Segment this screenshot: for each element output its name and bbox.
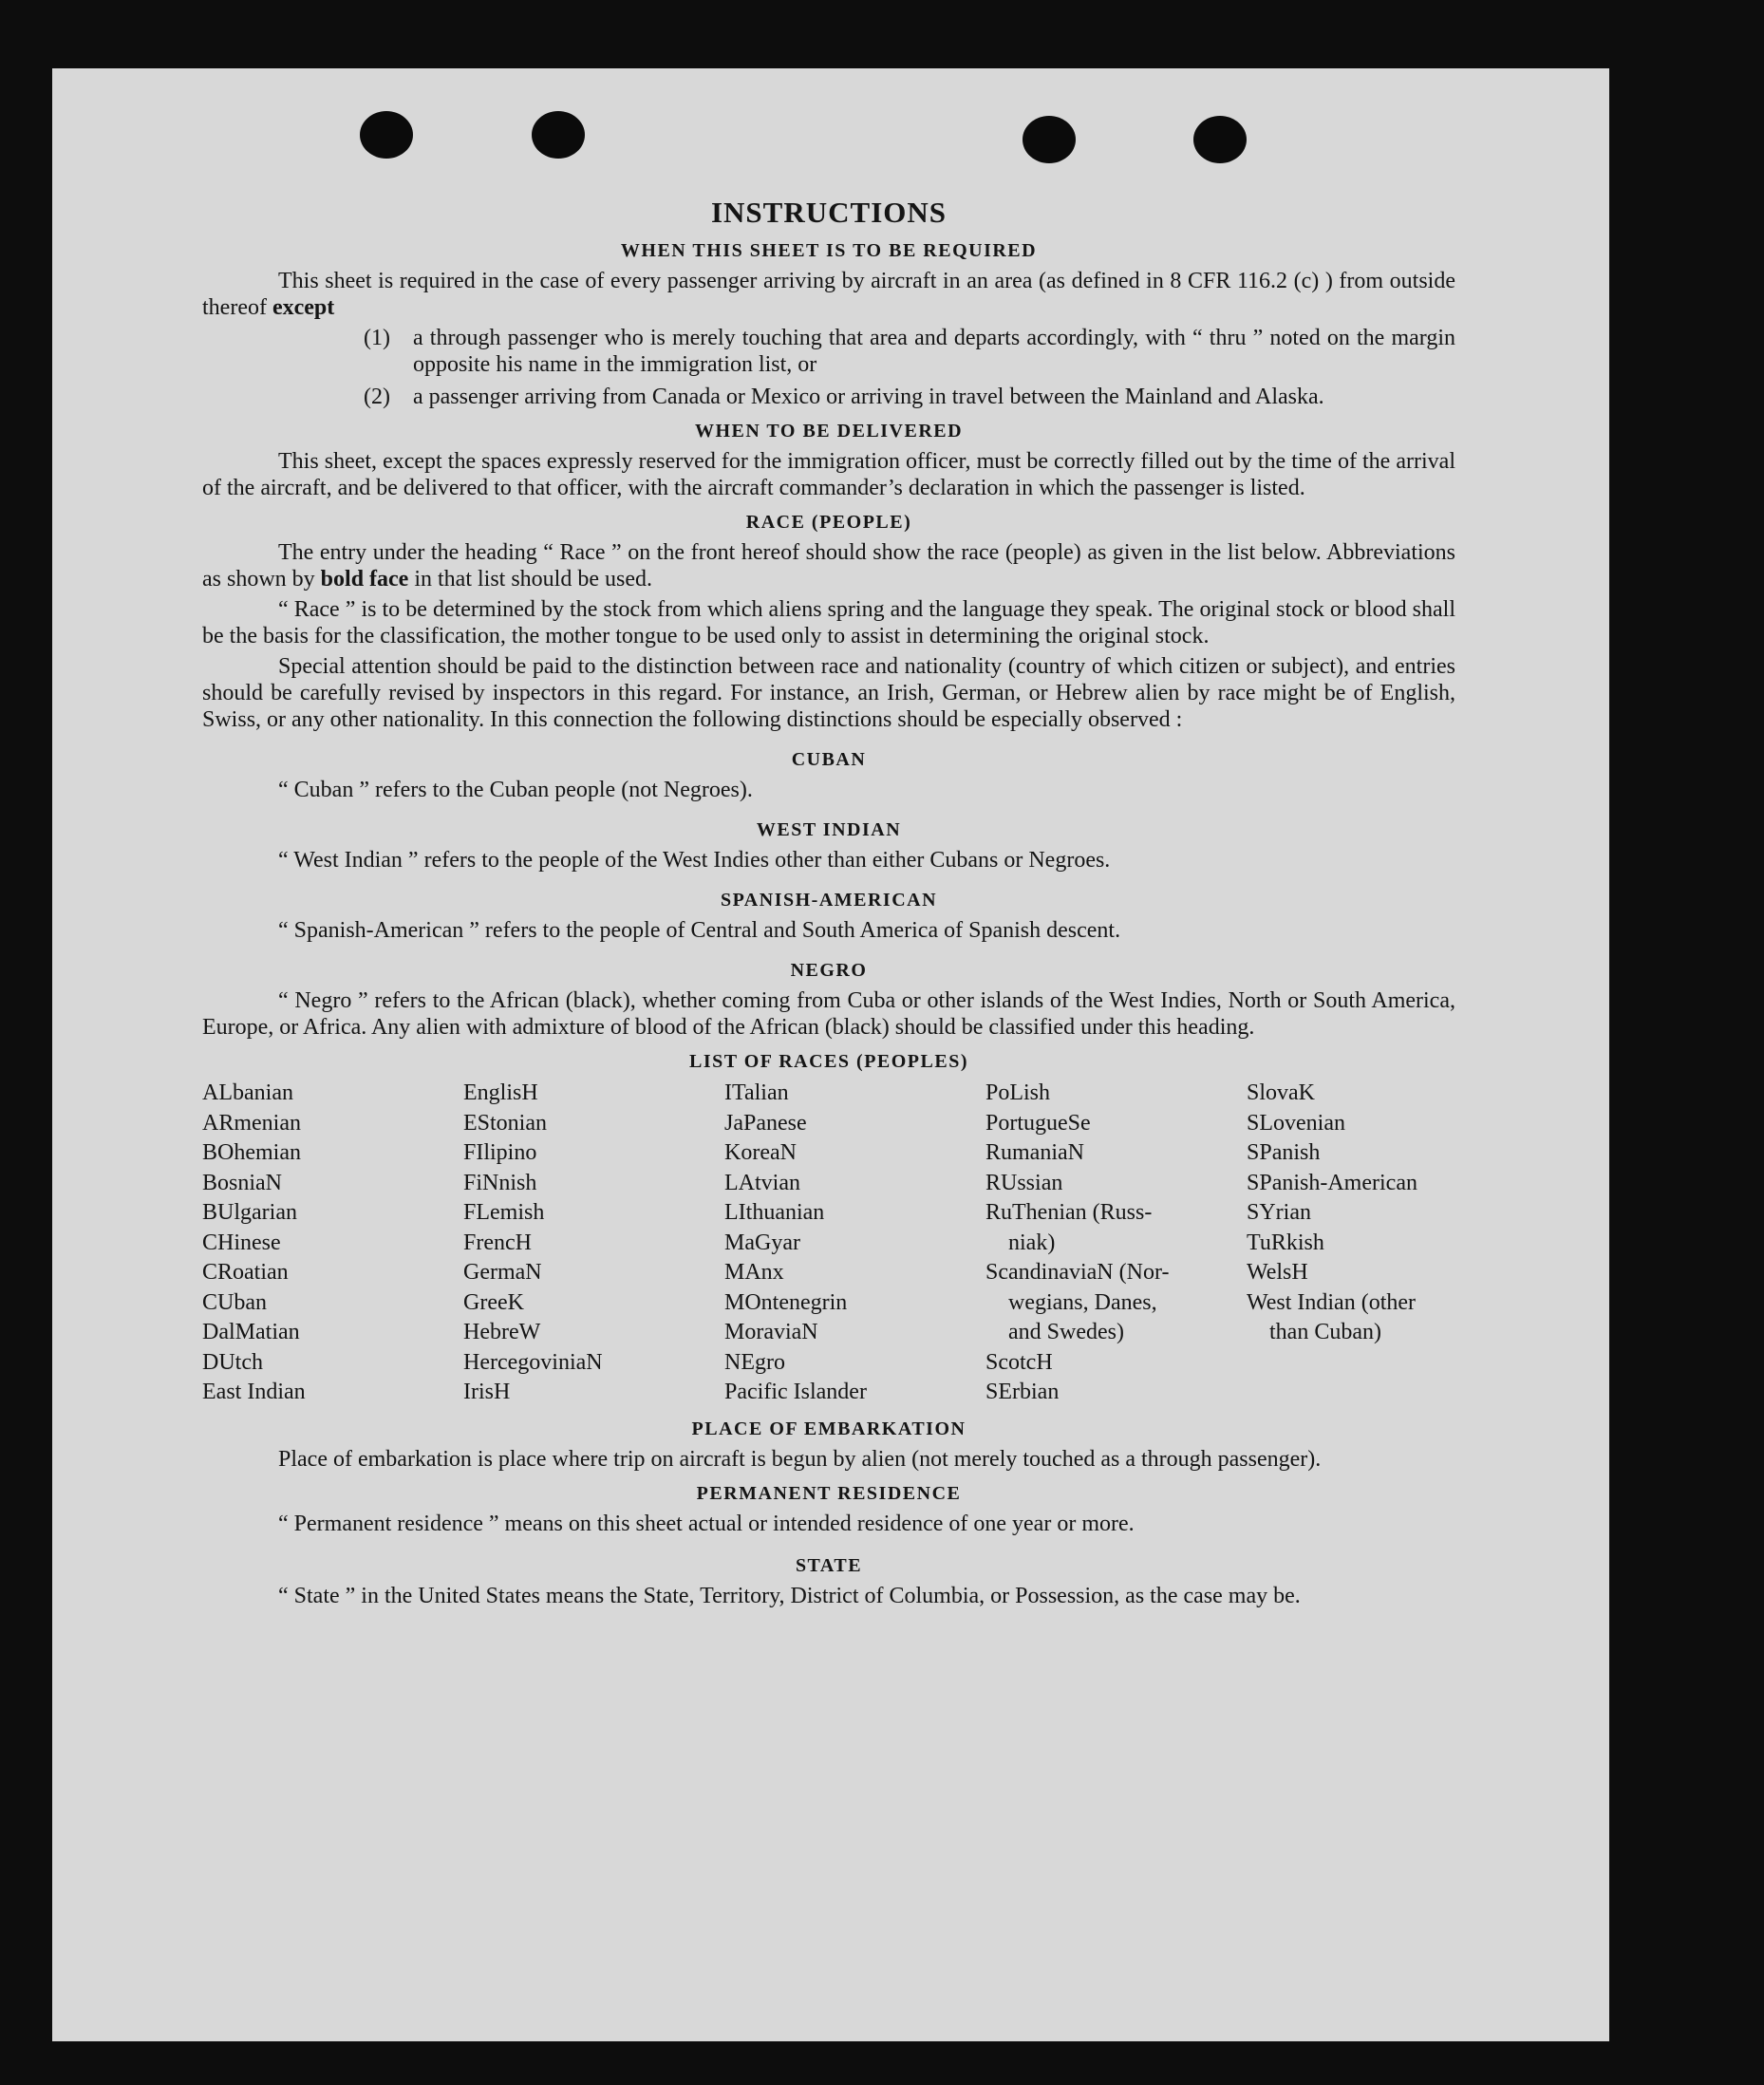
- race-paragraph-1: [202, 539, 1455, 592]
- race-entry: BosniaN: [202, 1170, 282, 1195]
- race-entry: ITalian: [724, 1080, 789, 1105]
- race-entry: EStonian: [463, 1110, 547, 1136]
- races-column-1: [202, 1079, 463, 1408]
- item-number: (1): [364, 326, 390, 350]
- race-entry: SYrian: [1247, 1200, 1311, 1225]
- item-text: a passenger arriving from Canada or Mexico or arriving in travel between the Mainland and Alaska.: [413, 385, 1324, 409]
- section-heading-spanish-american: SPANISH-AMERICAN: [720, 890, 938, 911]
- punch-hole: [1023, 116, 1076, 163]
- negro-text: “ Negro ” refers to the African (black), whether coming from Cuba or other islands of the West Indies, North or South America, Europe, or Africa. Any alien with admixture of blood of the African (black) should be classified under this heading.: [202, 988, 1455, 1040]
- section-heading-negro: NEGRO: [790, 960, 868, 981]
- section-heading-state: STATE: [795, 1554, 863, 1576]
- race-entry: PortugueSe: [985, 1110, 1091, 1136]
- race-entry: CRoatian: [202, 1260, 289, 1285]
- instructions-content: [202, 196, 1455, 1613]
- race-entry: RuThenian (Russ-: [985, 1200, 1153, 1225]
- race-entry: JaPanese: [724, 1110, 807, 1136]
- race-entry: KoreaN: [724, 1140, 797, 1165]
- required-intro-text: This sheet is required in the case of every passenger arriving by aircraft in an area (as defined in 8 CFR 116.2 (c) ) from outside thereof: [202, 269, 1455, 320]
- race-paragraph-3: Special attention should be paid to the distinction between race and nationality (country of which citizen or subject), and entries should be carefully revised by inspectors in this regard. For instance, an Irish, German, or Hebrew alien by race might be of English, Swiss, or any other nationality. In this connection the following distinctions should be especially observed :: [202, 654, 1455, 732]
- race-entry: FLemish: [463, 1200, 545, 1225]
- race-entry: LIthuanian: [724, 1200, 825, 1225]
- race-entry: ARmenian: [202, 1110, 301, 1136]
- race-entry: CUban: [202, 1289, 267, 1315]
- race-p1-bold: bold face: [320, 567, 409, 592]
- document-page: [52, 68, 1609, 2041]
- cuban-text: “ Cuban ” refers to the Cuban people (not Negroes).: [278, 778, 753, 802]
- section-heading-delivered: WHEN TO BE DELIVERED: [694, 421, 964, 441]
- races-list: [202, 1079, 1455, 1408]
- item-text: a through passenger who is merely touching that area and departs accordingly, with “ thru ” noted on the margin opposite his name in the immigration list, or: [413, 326, 1455, 377]
- race-entry-continued: than Cuban): [1269, 1320, 1381, 1344]
- residence-text: “ Permanent residence ” means on this sheet actual or intended residence of one year or more.: [278, 1511, 1135, 1536]
- punch-hole: [532, 111, 585, 159]
- race-entry: HercegoviniaN: [463, 1349, 603, 1375]
- race-entry: SPanish-American: [1247, 1170, 1417, 1195]
- race-entry: LAtvian: [724, 1170, 800, 1195]
- race-entry: ALbanian: [202, 1080, 293, 1105]
- section-heading-race: RACE (PEOPLE): [745, 512, 912, 533]
- item-number: (2): [364, 385, 390, 409]
- race-entry: DUtch: [202, 1349, 263, 1375]
- embarkation-text: Place of embarkation is place where trip on aircraft is begun by alien (not merely touched as a through passenger).: [278, 1446, 1322, 1472]
- required-intro-bold: except: [272, 295, 335, 320]
- race-entry: DalMatian: [202, 1320, 300, 1344]
- races-column-2: [463, 1079, 724, 1408]
- race-entry: East Indian: [202, 1380, 306, 1404]
- state-text: “ State ” in the United States means the State, Territory, District of Columbia, or Possession, as the case may be.: [278, 1583, 1301, 1608]
- race-entry: BOhemian: [202, 1140, 301, 1165]
- race-entry: EnglisH: [463, 1080, 538, 1105]
- race-entry-continued: and Swedes): [1008, 1320, 1124, 1344]
- list-item: [364, 325, 1455, 378]
- race-entry: FrencH: [463, 1230, 532, 1255]
- race-entry: ScandinaviaN (Nor-: [985, 1260, 1170, 1285]
- race-entry: PoLish: [985, 1080, 1051, 1105]
- west-indian-text: “ West Indian ” refers to the people of the West Indies other than either Cubans or Negroes.: [278, 848, 1111, 873]
- race-entry: Pacific Islander: [724, 1380, 867, 1404]
- race-entry: West Indian (other: [1247, 1289, 1417, 1315]
- races-column-5: [1247, 1079, 1465, 1408]
- race-entry: WelsH: [1247, 1260, 1308, 1285]
- list-item: [364, 384, 1455, 410]
- race-entry: MAnx: [724, 1260, 784, 1285]
- document-title: INSTRUCTIONS: [710, 196, 947, 229]
- race-entry: SLovenian: [1247, 1110, 1345, 1136]
- races-column-4: [985, 1079, 1247, 1408]
- punch-hole: [360, 111, 413, 159]
- race-entry: CHinese: [202, 1230, 281, 1255]
- race-entry: BUlgarian: [202, 1200, 297, 1225]
- section-heading-cuban: CUBAN: [791, 749, 867, 770]
- race-entry: MOntenegrin: [724, 1289, 848, 1315]
- punch-hole: [1193, 116, 1247, 163]
- spanish-american-text: “ Spanish-American ” refers to the people of Central and South America of Spanish descent.: [278, 918, 1121, 943]
- race-entry: SErbian: [985, 1380, 1060, 1404]
- race-entry: MoraviaN: [724, 1320, 818, 1344]
- race-entry: SPanish: [1247, 1140, 1321, 1165]
- race-entry-continued: wegians, Danes,: [1008, 1289, 1157, 1315]
- race-entry: RUssian: [985, 1170, 1063, 1195]
- race-entry: NEgro: [724, 1349, 785, 1375]
- race-entry: FiNnish: [463, 1170, 537, 1195]
- race-entry: TuRkish: [1247, 1230, 1324, 1255]
- race-entry: GermaN: [463, 1260, 542, 1285]
- section-heading-west-indian: WEST INDIAN: [756, 819, 902, 840]
- race-p1-after: in that list should be used.: [414, 567, 652, 592]
- race-entry: MaGyar: [724, 1230, 800, 1255]
- race-entry: GreeK: [463, 1289, 524, 1315]
- race-entry: SlovaK: [1247, 1080, 1315, 1105]
- races-column-3: [724, 1079, 985, 1408]
- race-paragraph-2: “ Race ” is to be determined by the stock from which aliens spring and the language they speak. The original stock or blood shall be the basis for the classification, the mother tongue to be used only to assist in determining the original stock.: [202, 597, 1455, 648]
- race-entry: ScotcH: [985, 1349, 1053, 1375]
- race-p1-before: The entry under the heading “ Race ” on the front hereof should show the race (people) as given in the list below. Abbreviations as shown by: [202, 540, 1455, 592]
- section-heading-embarkation: PLACE OF EMBARKATION: [691, 1418, 966, 1439]
- section-heading-required: WHEN THIS SHEET IS TO BE REQUIRED: [620, 240, 1038, 261]
- section-heading-residence: PERMANENT RESIDENCE: [696, 1482, 962, 1504]
- race-entry-continued: niak): [1008, 1230, 1056, 1255]
- race-entry: HebreW: [463, 1320, 541, 1344]
- race-entry: RumaniaN: [985, 1140, 1084, 1165]
- required-intro: [202, 268, 1455, 321]
- section-heading-list: LIST OF RACES (PEOPLES): [688, 1051, 968, 1072]
- race-entry: FIlipino: [463, 1140, 537, 1165]
- delivered-text: This sheet, except the spaces expressly reserved for the immigration officer, must be correctly filled out by the time of the arrival of the aircraft, and be delivered to that officer, with the aircraft commander’s declaration in which the passenger is listed.: [202, 449, 1455, 500]
- race-entry: IrisH: [463, 1380, 511, 1404]
